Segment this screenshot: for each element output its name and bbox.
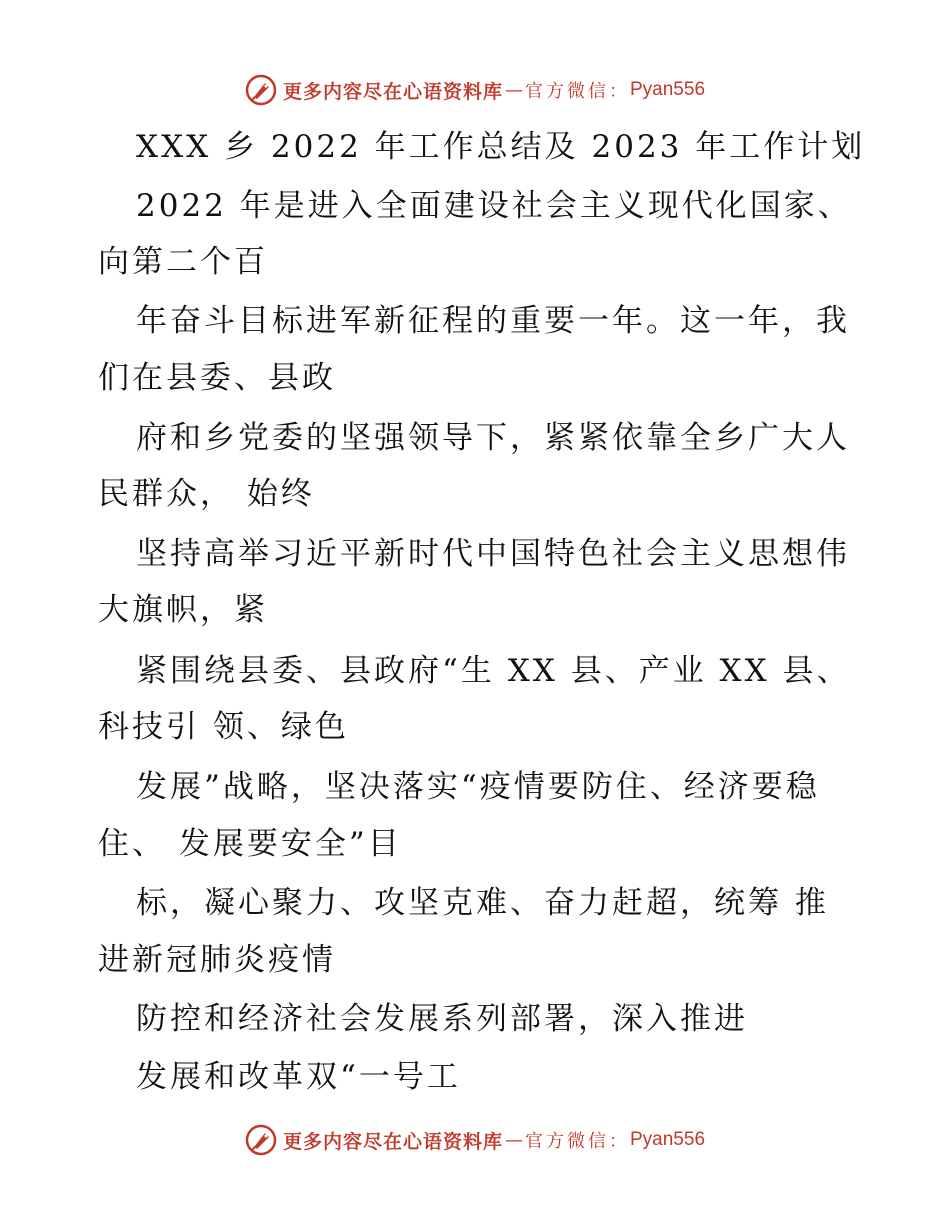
paragraph-line: 大旗帜，紧 [98,592,268,628]
watermark-wechat-id: Pyan556 [630,1129,706,1150]
document-title: XXX 乡 2022 年工作总结及 2023 年工作计划 [136,129,866,165]
watermark-brand-text: 更多内容尽在心语资料库 [282,80,503,103]
paragraph-line: 年奋斗目标进军新征程的重要一年。这一年，我 [136,303,850,339]
paragraph-line: 紧围绕县委、县政府“生 XX 县、产业 XX 县、 [136,653,851,689]
watermark-official-label: 官方微信： [525,81,630,102]
paragraph-line: 2022 年是进入全面建设社会主义现代化国家、 [136,188,852,224]
paragraph-line: 向第二个百 [98,244,268,280]
watermark-wechat-id: Pyan556 [630,79,706,100]
paragraph-line: 民群众， 始终 [98,476,315,512]
paragraph-line: 进新冠肺炎疫情 [98,942,336,978]
watermark-dash: — [505,1129,523,1151]
watermark-official-label: 官方微信： [525,1131,630,1152]
paragraph-line: 防控和经济社会发展系列部署，深入推进 [136,1001,748,1037]
paragraph-line: 标，凝心聚力、攻坚克难、奋力赶超，统筹 推 [136,885,829,921]
watermark-dash: — [505,79,523,101]
paragraph-line: 们在县委、县政 [98,360,336,396]
pen-nib-icon [245,1124,277,1156]
paragraph-line: 住、 发展要安全”目 [98,826,402,862]
paragraph-line: 府和乡党委的坚强领导下，紧紧依靠全乡广大人 [136,420,850,456]
paragraph-line: 科技引 领、绿色 [98,709,349,745]
watermark-brand-text: 更多内容尽在心语资料库 [282,1130,503,1153]
paragraph-line: 发展”战略，坚决落实“疫情要防住、经济要稳 [136,769,820,805]
footer-watermark-banner [0,1120,950,1160]
paragraph-line: 发展和改革双“一号工 [136,1059,461,1095]
paragraph-line: 坚持高举习近平新时代中国特色社会主义思想伟 [136,536,850,572]
